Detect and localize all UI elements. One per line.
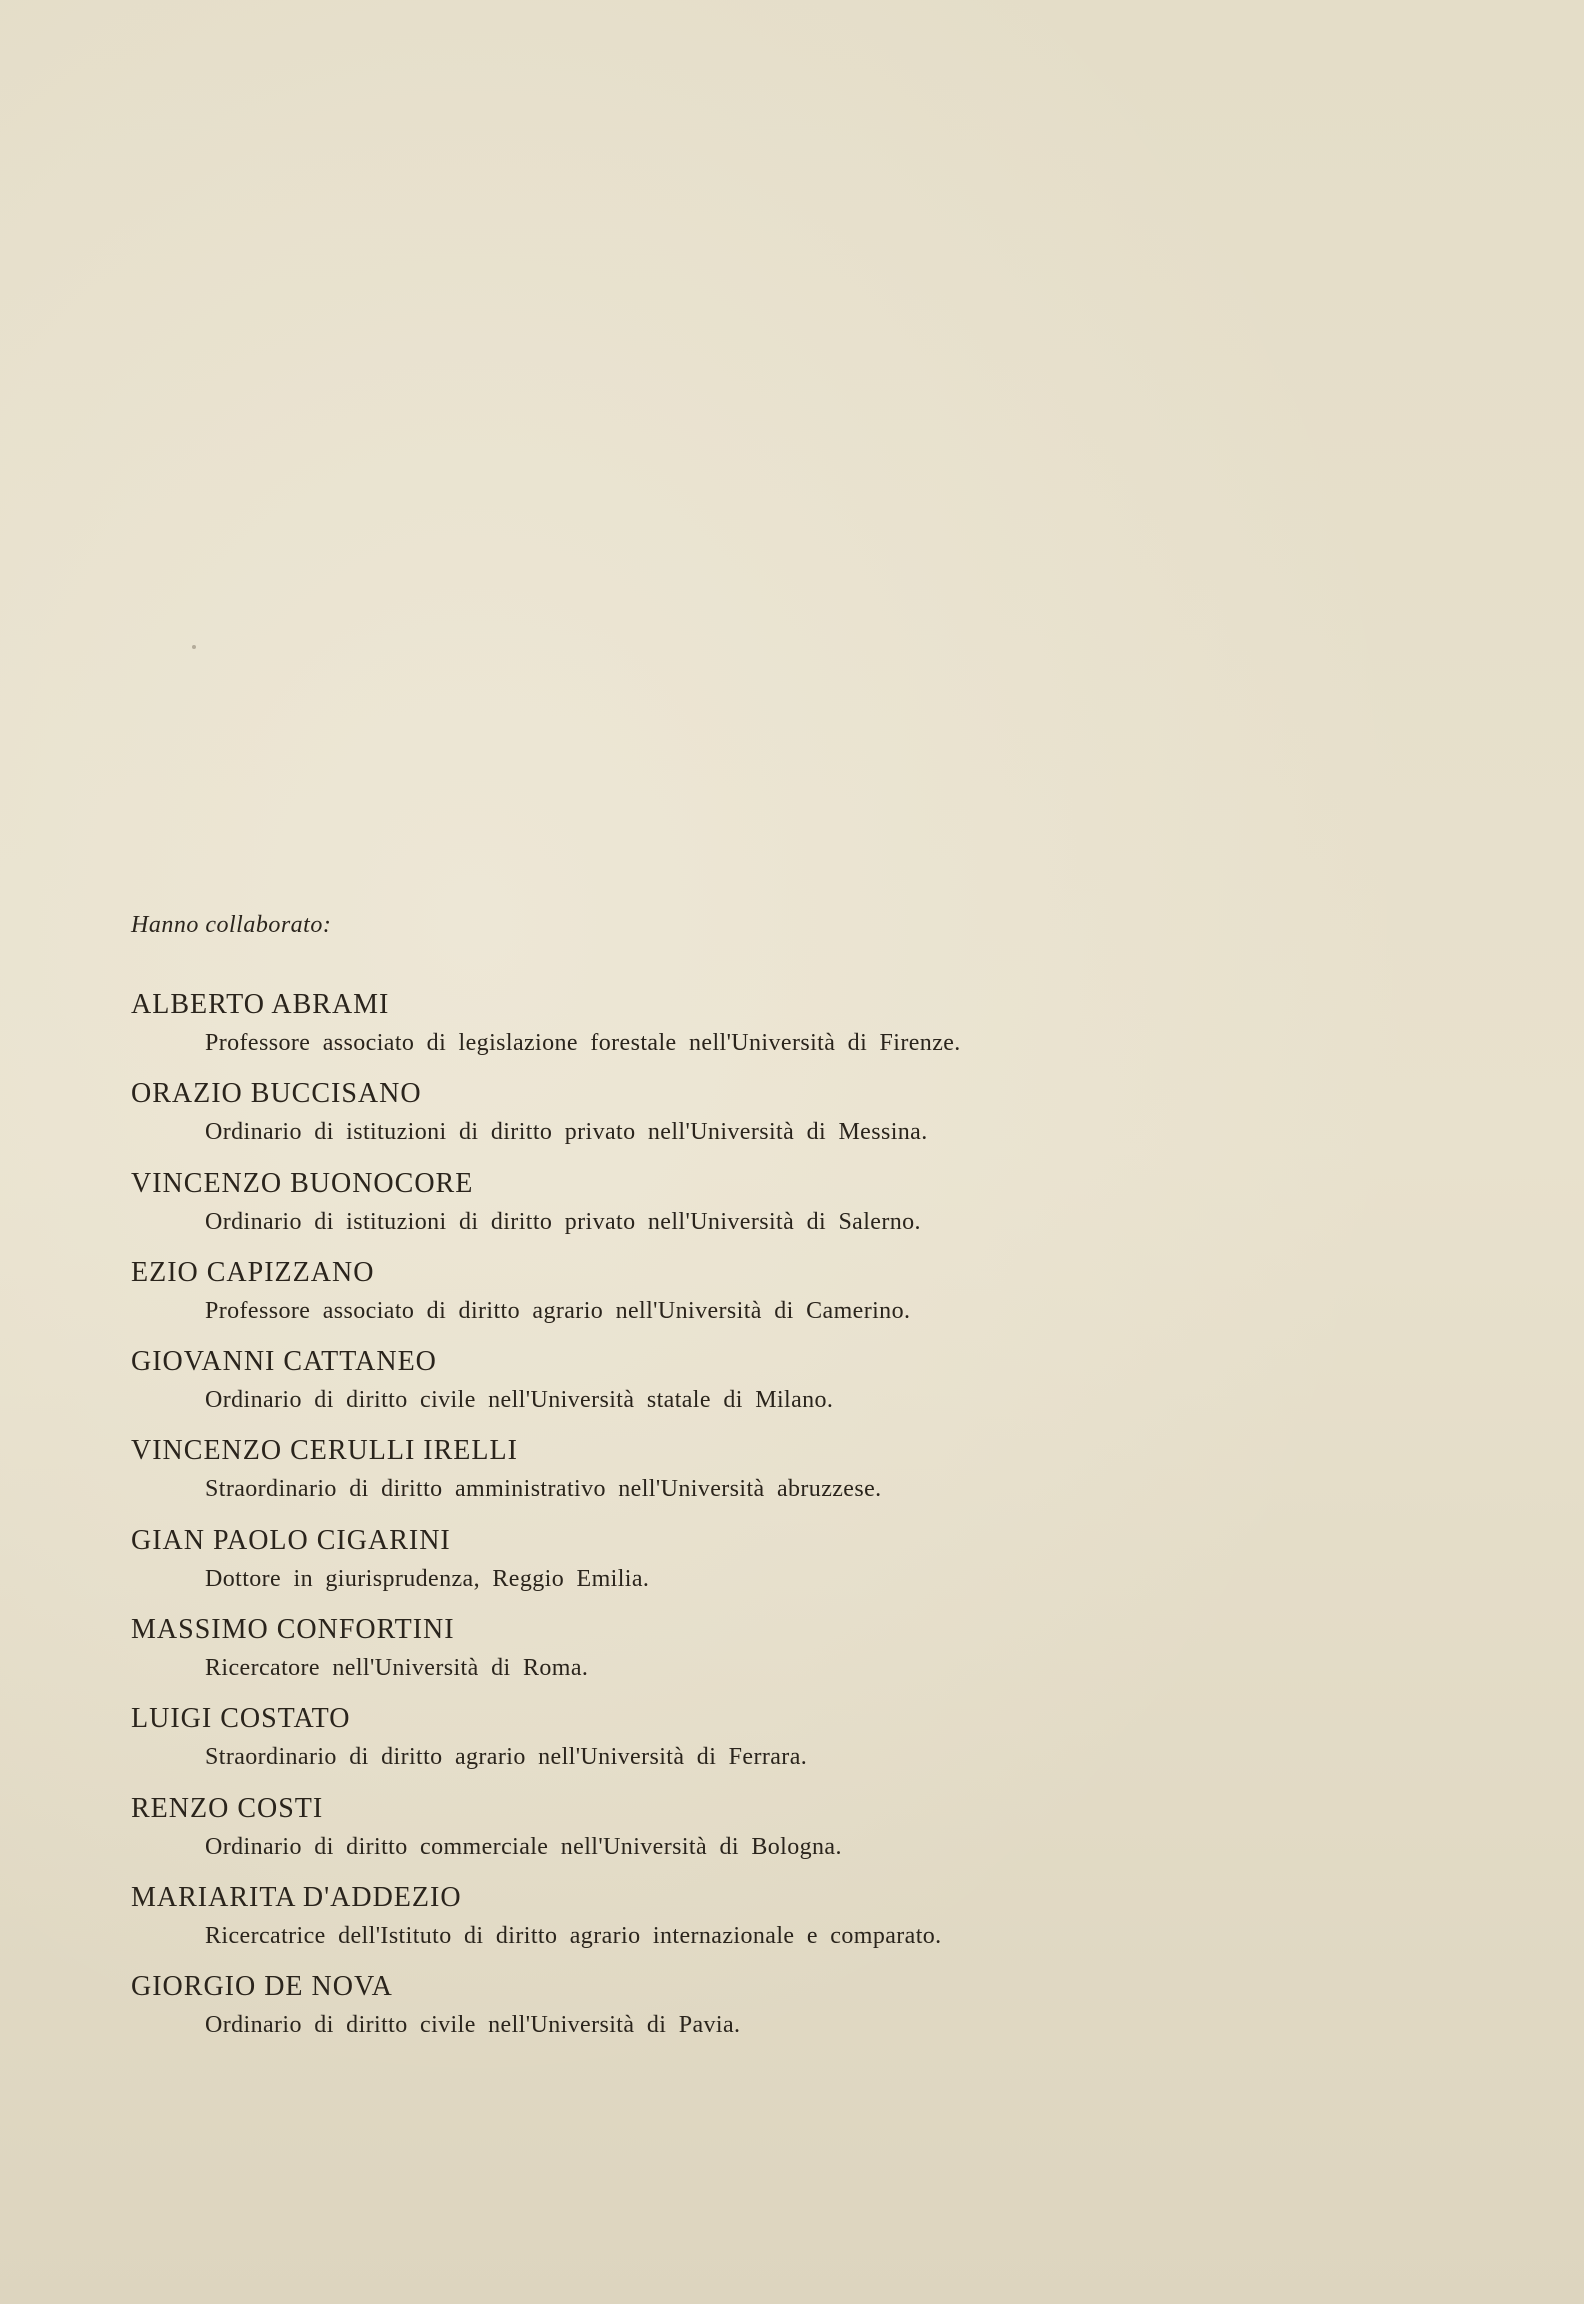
- contributor-name: MARIARITA D'ADDEZIO: [131, 1881, 462, 1913]
- contributor-name: EZIO CAPIZZANO: [131, 1256, 375, 1288]
- contributor-name: ALBERTO ABRAMI: [131, 989, 390, 1020]
- contributor-role: Ordinario di istituzioni di diritto privato nell'Università di Messina.: [205, 1119, 928, 1146]
- contributor-entry: [131, 1432, 1431, 1521]
- contributor-name: RENZO COSTI: [131, 1792, 324, 1824]
- contributor-entry: [131, 1522, 1431, 1611]
- contributor-name: GIORGIO DE NOVA: [131, 1971, 393, 2003]
- contributor-entry: [131, 1165, 1431, 1254]
- contributor-role: Professore associato di legislazione forestale nell'Università di Firenze.: [205, 1030, 961, 1056]
- contributor-role: Ordinario di diritto civile nell'Università di Pavia.: [205, 2012, 741, 2039]
- contributor-name: ORAZIO BUCCISANO: [131, 1078, 422, 1110]
- contributor-name: LUIGI COSTATO: [131, 1703, 351, 1735]
- contributor-entry: [131, 1075, 1431, 1164]
- contributor-entry: [131, 1700, 1431, 1789]
- contributor-entry: [131, 1254, 1431, 1343]
- contributor-role: Straordinario di diritto agrario nell'Università di Ferrara.: [205, 1744, 808, 1771]
- contributor-entry: [131, 1611, 1431, 1700]
- contributor-entry: [131, 1879, 1431, 1968]
- contributor-entry: [131, 1790, 1431, 1879]
- contributor-role: Ricercatrice dell'Istituto di diritto agrario internazionale e comparato.: [205, 1922, 942, 1949]
- contributor-role: Ordinario di diritto commerciale nell'Università di Bologna.: [205, 1833, 842, 1860]
- contributor-name: GIAN PAOLO CIGARINI: [131, 1524, 451, 1556]
- contributor-name: VINCENZO CERULLI IRELLI: [131, 1435, 518, 1467]
- contributor-role: Ordinario di diritto civile nell'Università statale di Milano.: [205, 1387, 834, 1414]
- contributors-heading: Hanno collaborato:: [131, 912, 332, 938]
- contributor-entry: [131, 1968, 1431, 2057]
- contributor-name: VINCENZO BUONOCORE: [131, 1167, 474, 1199]
- contributor-entry: [131, 986, 1431, 1075]
- contributor-role: Ordinario di istituzioni di diritto privato nell'Università di Salerno.: [205, 1208, 921, 1235]
- contributors-list: [131, 986, 1431, 2058]
- contributor-name: GIOVANNI CATTANEO: [131, 1346, 437, 1378]
- paper-speck: [192, 645, 196, 649]
- contributor-role: Professore associato di diritto agrario nell'Università di Camerino.: [205, 1297, 911, 1324]
- contributor-role: Ricercatore nell'Università di Roma.: [205, 1655, 589, 1682]
- contributor-entry: [131, 1343, 1431, 1432]
- contributor-role: Straordinario di diritto amministrativo nell'Università abruzzese.: [205, 1476, 882, 1503]
- contributor-name: MASSIMO CONFORTINI: [131, 1614, 455, 1646]
- contributor-role: Dottore in giurisprudenza, Reggio Emilia.: [205, 1565, 650, 1592]
